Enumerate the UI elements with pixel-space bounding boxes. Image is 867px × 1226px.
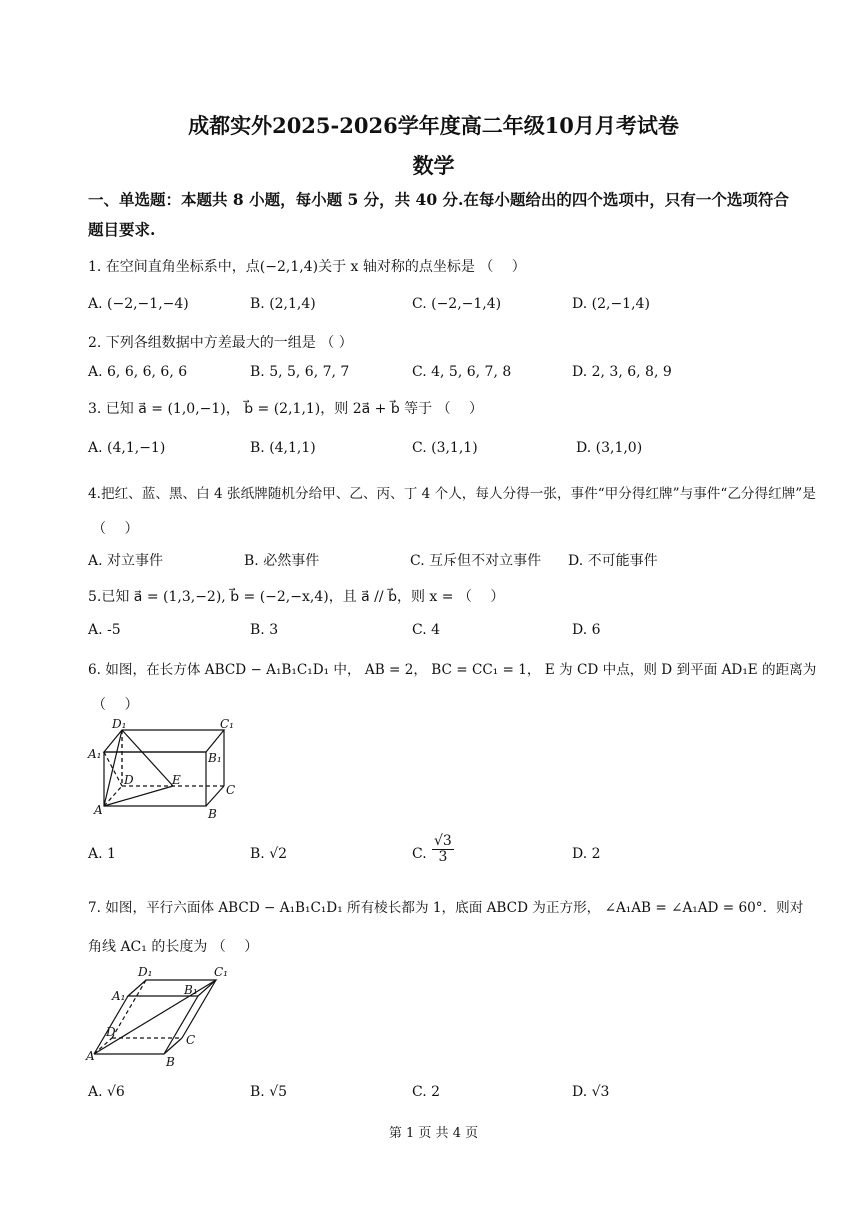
q2-option-a: A. 6, 6, 6, 6, 6 [88, 364, 188, 380]
question-7-stem: 7. 如图，平行六面体 ABCD − A₁B₁C₁D₁ 所有棱长都为 1，底面 ABCD 为正方形， ∠A₁AB = ∠A₁AD = 60°．则对 [88, 900, 804, 916]
q5-option-b: B. 3 [250, 622, 279, 638]
question-7-stem-cont: 角线 AC₁ 的长度为 （ ） [88, 939, 259, 955]
q6-option-d: D. 2 [572, 846, 601, 862]
q4-option-d: D. 不可能事件 [568, 553, 658, 569]
q1-option-c: C. (−2,−1,4) [412, 296, 502, 312]
q6-fraction-numerator: √3 [434, 833, 452, 849]
q6-label-c1: C₁ [220, 717, 234, 731]
q7-option-c: C. 2 [412, 1084, 441, 1100]
q6-label-e: E [172, 773, 181, 787]
q7-label-b: B [166, 1055, 175, 1069]
q7-option-d: D. √3 [572, 1084, 610, 1100]
q4-option-b: B. 必然事件 [244, 553, 320, 569]
q6-option-b: B. √2 [250, 846, 288, 862]
q7-label-a1: A₁ [112, 989, 126, 1003]
q5-option-c: C. 4 [412, 622, 441, 638]
q7-option-a: A. √6 [88, 1084, 125, 1100]
q7-option-b: B. √5 [250, 1084, 288, 1100]
q6-fraction-denominator: 3 [438, 849, 448, 866]
q4-option-a: A. 对立事件 [88, 553, 164, 569]
q7-label-b1: B₁ [184, 983, 198, 997]
q2-option-c: C. 4, 5, 6, 7, 8 [412, 364, 512, 380]
q7-label-c: C [186, 1033, 196, 1047]
q6-option-a: A. 1 [88, 846, 116, 862]
question-5-stem: 5.已知 a⃗ = (1,3,−2), b⃗ = (−2,−x,4)，且 a⃗ // b⃗，则 x = （ ） [88, 589, 505, 605]
q6-label-d: D [124, 773, 134, 787]
q2-option-b: B. 5, 5, 6, 7, 7 [250, 364, 350, 380]
q6-line-ae [104, 786, 173, 806]
q6-cuboid-figure [86, 716, 246, 824]
q3-option-a: A. (4,1,−1) [88, 440, 166, 456]
question-6-stem: 6. 如图，在长方体 ABCD − A₁B₁C₁D₁ 中， AB = 2， BC = CC₁ = 1， E 为 CD 中点，则 D 到平面 AD₁E 的距离为 [88, 662, 817, 678]
q7-label-c1: C₁ [214, 965, 228, 979]
q1-option-a: A. (−2,−1,−4) [88, 296, 189, 312]
q6-label-b1: B₁ [208, 751, 222, 765]
question-1-stem: 1. 在空间直角坐标系中，点(−2,1,4)关于 x 轴对称的点坐标是 （ ） [88, 259, 526, 275]
q7-label-d: D [106, 1025, 116, 1039]
q6-front-face [104, 752, 206, 806]
q6-option-c-fraction [432, 834, 454, 866]
q6-option-c: C. [412, 846, 427, 862]
q6-label-c: C [226, 783, 236, 797]
q7-parallelepiped-figure [84, 962, 244, 1070]
section-heading: 一、单选题：本题共 8 小题，每小题 5 分，共 40 分.在每小题给出的四个选项中，只有一个选项符合 [88, 190, 789, 209]
q3-option-d: D. (3,1,0) [576, 440, 643, 456]
q5-option-a: A. -5 [88, 622, 121, 638]
question-6-stem-cont: （ ） [92, 697, 139, 713]
q1-option-d: D. (2,−1,4) [572, 296, 650, 312]
page-footer: 第 1 页 共 4 页 [388, 1126, 479, 1141]
q7-edge-bc [164, 1038, 182, 1054]
q7-label-a: A [86, 1049, 95, 1063]
q2-option-d: D. 2, 3, 6, 8, 9 [572, 364, 672, 380]
q7-hidden-ad [94, 1038, 112, 1054]
question-4-stem: 4.把红、蓝、黑、白 4 张纸牌随机分给甲、乙、丙、丁 4 个人，每人分得一张，事件“甲分得红牌”与事件“乙分得红牌”是 [88, 486, 816, 502]
q7-label-d1: D₁ [138, 965, 153, 979]
q6-label-a1: A₁ [88, 747, 102, 761]
q1-option-b: B. (2,1,4) [250, 296, 316, 312]
q6-label-d1: D₁ [112, 717, 127, 731]
question-3-stem: 3. 已知 a⃗ = (1,0,−1)， b⃗ = (2,1,1)，则 2a⃗ + b⃗ 等于 （ ） [88, 401, 484, 417]
q6-label-b: B [208, 807, 217, 821]
q4-option-c: C. 互斥但不对立事件 [410, 553, 542, 569]
question-4-stem-cont: （ ） [92, 521, 139, 537]
q5-option-d: D. 6 [572, 622, 601, 638]
page-title: 成都实外2025-2026学年度高二年级10月月考试卷 [188, 113, 679, 138]
q6-edge-bc [206, 786, 224, 806]
q3-option-c: C. (3,1,1) [412, 440, 478, 456]
subject-title: 数学 [412, 153, 455, 178]
q6-label-a: A [94, 803, 103, 817]
question-2-stem: 2. 下列各组数据中方差最大的一组是 （ ） [88, 335, 353, 351]
section-heading-cont: 题目要求. [88, 220, 156, 239]
q3-option-b: B. (4,1,1) [250, 440, 316, 456]
